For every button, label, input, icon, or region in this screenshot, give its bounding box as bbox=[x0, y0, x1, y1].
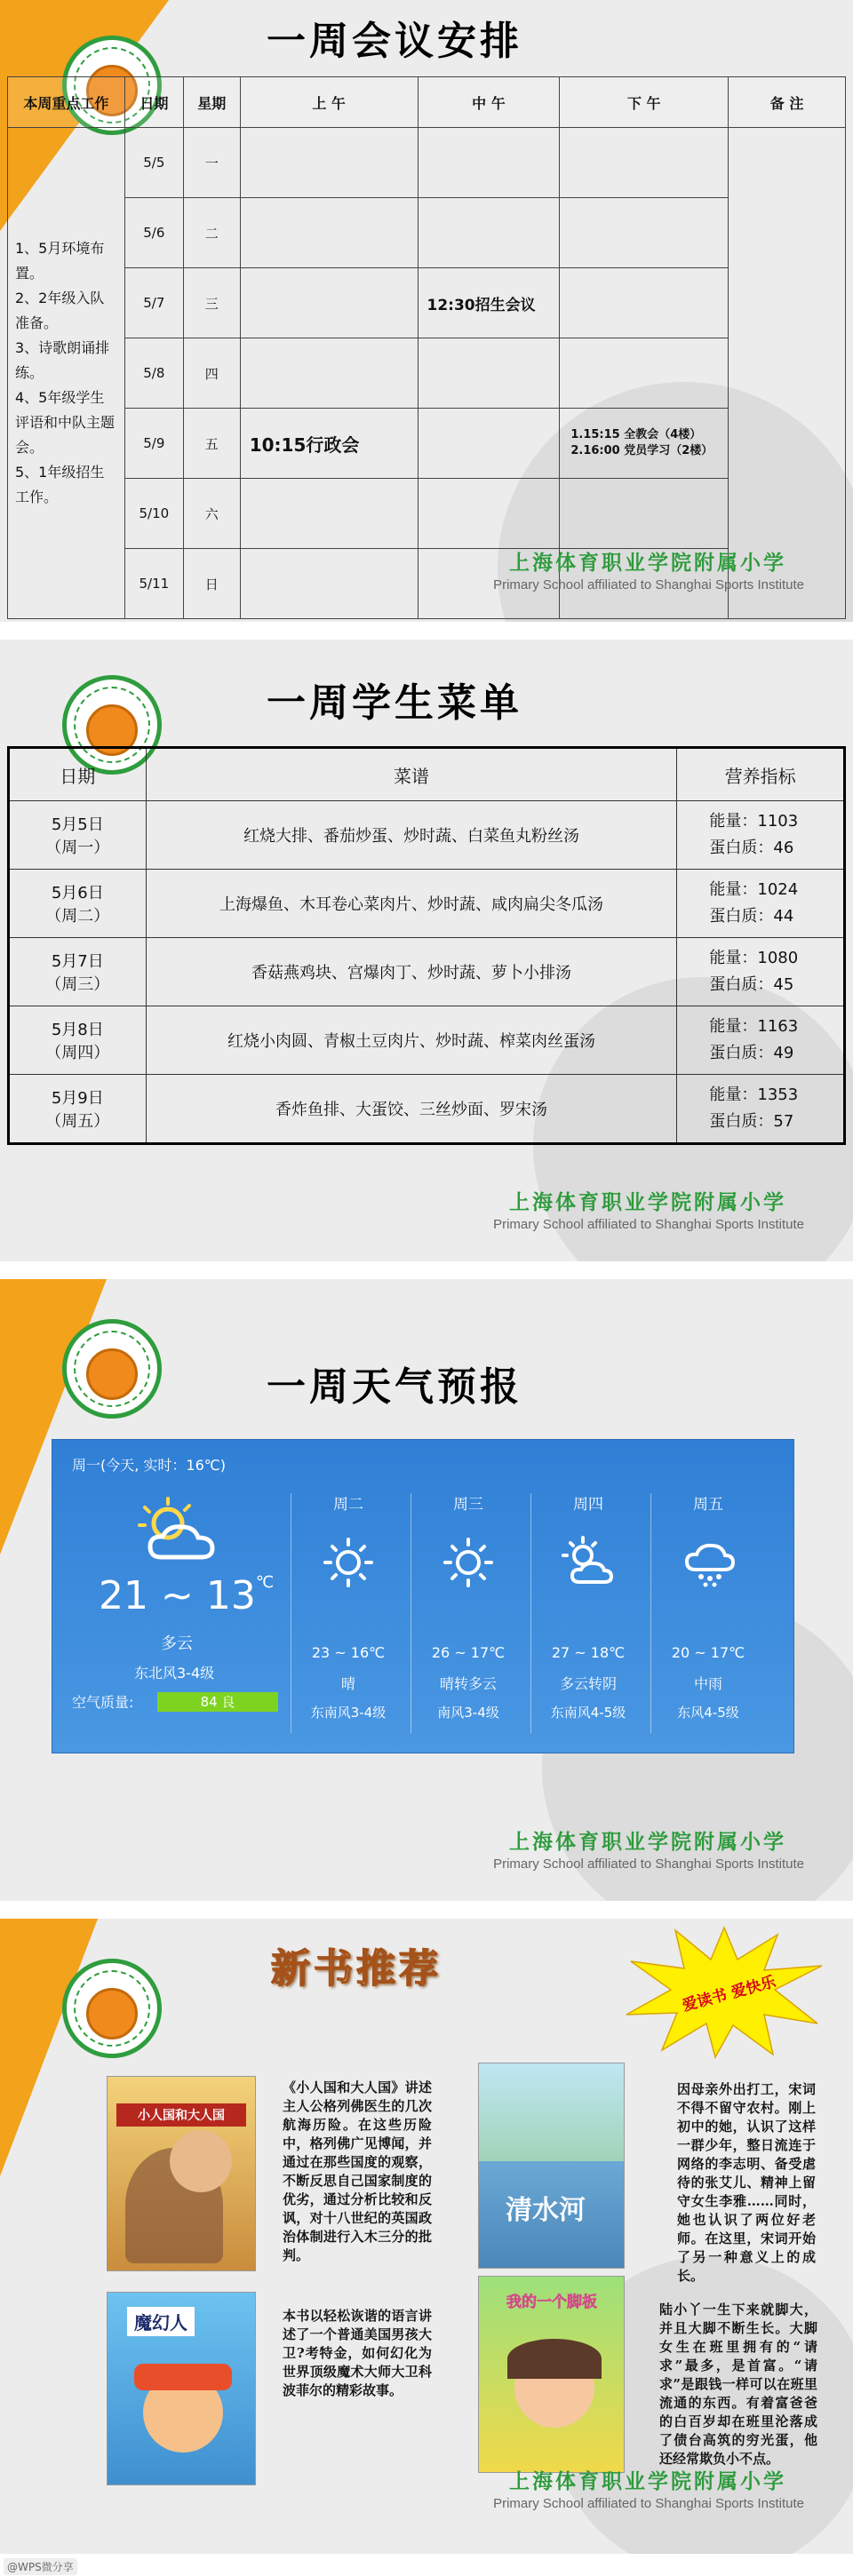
energy: 能量：1024 bbox=[709, 880, 799, 899]
cloudy-sun-icon bbox=[562, 1536, 615, 1589]
am-cell bbox=[240, 549, 418, 619]
header-focus: 本周重点工作 bbox=[8, 77, 125, 128]
table-row bbox=[9, 801, 845, 870]
header-noon: 中 午 bbox=[418, 77, 560, 128]
school-name-cn: 上海体育职业学院附属小学 bbox=[509, 551, 786, 575]
today-wind: 东北风3-4级 bbox=[134, 1665, 215, 1682]
date-cell bbox=[9, 870, 147, 938]
school-name-cn: 上海体育职业学院附属小学 bbox=[509, 1830, 786, 1854]
dishes-cell: 红烧小肉圆、青椒土豆肉片、炒时蔬、榨菜肉丝蛋汤 bbox=[146, 1006, 677, 1075]
school-name-cn: 上海体育职业学院附属小学 bbox=[509, 2469, 786, 2493]
menu-slide bbox=[0, 640, 853, 1261]
school-name-en: Primary School affiliated to Shanghai Sports Institute bbox=[493, 1217, 804, 1232]
book-description: 本书以轻松诙谐的语言讲述了一个普通美国男孩大卫?考特金，如何幻化为世界顶级魔术大师大卫科波菲尔的精彩故事。 bbox=[283, 2308, 432, 2398]
date-cell bbox=[9, 801, 147, 870]
pm-cell bbox=[560, 479, 729, 549]
noon-cell bbox=[418, 338, 560, 409]
weather-header: 周一(今天, 实时：16℃) bbox=[72, 1457, 226, 1474]
date-cell: 5/9 bbox=[124, 409, 183, 479]
header-am: 上 午 bbox=[240, 77, 418, 128]
date: 5月9日 bbox=[51, 1089, 104, 1108]
book-description: 《小人国和大人国》讲述主人公格列佛医生的几次航海历险。在这些历险中，格列佛广见博闻，并通过在那些国度的观察，不断反思自己国家制度的优劣，通过分析比较和反讽，对十八世纪的英国政治体制进行入木三分的批判。 bbox=[283, 2079, 432, 2263]
date-cell bbox=[9, 938, 147, 1006]
book-description: 因母亲外出打工，宋词不得不留守农村。刚上初中的她，认识了这样一群少年，整日流连于网络的李志明、备受虐待的张艾儿、精神上留守女生李雅……同时，她也认识了两位好老师。在这里，宋词开始了另一种意义上的成长。 bbox=[677, 2081, 816, 2284]
pm-cell bbox=[560, 198, 729, 268]
am-cell bbox=[240, 479, 418, 549]
weekday: （周一） bbox=[45, 839, 110, 857]
today-temp-unit: ℃ bbox=[255, 1573, 275, 1592]
focus-item: 4、5年级学生评语和中队主题会。 bbox=[15, 389, 116, 456]
today-desc: 多云 bbox=[161, 1634, 193, 1653]
meeting-slide bbox=[0, 0, 853, 622]
books-title: 新书推荐 bbox=[271, 1946, 442, 1992]
header-nutrition: 营养指标 bbox=[677, 748, 845, 801]
noon-cell bbox=[418, 479, 560, 549]
weekday: （周四） bbox=[45, 1044, 110, 1062]
table-row bbox=[8, 409, 846, 479]
pm-event-line: 2.16:00 党员学习（2楼） bbox=[570, 444, 713, 457]
day-desc: 中雨 bbox=[693, 1675, 722, 1692]
day-name: 周三 bbox=[453, 1496, 483, 1514]
day-name: 周四 bbox=[573, 1496, 603, 1514]
day-temp: 20 ~ 17℃ bbox=[671, 1644, 745, 1661]
day-desc: 晴转多云 bbox=[439, 1675, 497, 1692]
books-slide bbox=[0, 1919, 853, 2554]
table-row bbox=[9, 938, 845, 1006]
am-event: 10:15行政会 bbox=[240, 409, 418, 479]
focus-item: 3、诗歌朗诵排练。 bbox=[15, 339, 110, 381]
weekday-cell: 五 bbox=[183, 409, 240, 479]
day-name: 周五 bbox=[693, 1496, 723, 1514]
weekday: （周五） bbox=[45, 1112, 110, 1131]
weather-slide bbox=[0, 1279, 853, 1901]
book-description: 陆小丫一生下来就脚大，并且大脚不断生长。大脚女生在班里拥有的“请求”最多，是首富。“请求”是跟钱一样可以在班里流通的东西。有着富爸爸的白百岁却在班里沦落成了债台高筑的穷光蛋，他还经常欺负小不点。 bbox=[659, 2302, 817, 2467]
noon-cell bbox=[418, 128, 560, 198]
am-cell bbox=[240, 198, 418, 268]
header-notes: 备 注 bbox=[729, 77, 846, 128]
pm-cell bbox=[560, 338, 729, 409]
meeting-header-row bbox=[8, 77, 846, 128]
weekday-cell: 六 bbox=[183, 479, 240, 549]
notes-cell bbox=[729, 128, 846, 619]
meeting-table bbox=[7, 76, 846, 619]
date: 5月5日 bbox=[51, 815, 104, 834]
dishes-cell: 香炸鱼排、大蛋饺、三丝炒面、罗宋汤 bbox=[146, 1075, 677, 1144]
forecast-day bbox=[650, 1491, 766, 1731]
weekday: （周二） bbox=[45, 907, 110, 926]
table-row bbox=[8, 338, 846, 409]
meeting-title: 一周会议安排 bbox=[267, 19, 522, 64]
forecast-day bbox=[530, 1491, 646, 1731]
forecast-day bbox=[291, 1491, 406, 1731]
header-pm: 下 午 bbox=[560, 77, 729, 128]
date-cell: 5/5 bbox=[124, 128, 183, 198]
nutrition-cell bbox=[677, 801, 845, 870]
table-row bbox=[9, 1006, 845, 1075]
today-temp bbox=[99, 1573, 274, 1618]
day-temp: 27 ~ 18℃ bbox=[551, 1644, 626, 1661]
weekday-cell: 一 bbox=[183, 128, 240, 198]
day-desc: 晴 bbox=[340, 1675, 355, 1692]
dishes-cell: 上海爆鱼、木耳卷心菜肉片、炒时蔬、咸肉扁尖冬瓜汤 bbox=[146, 870, 677, 938]
focus-item: 1、5月环境布置。 bbox=[15, 240, 105, 282]
watermark: @WPS微分享 bbox=[4, 2558, 77, 2575]
cover-title: 小人国和大人国 bbox=[116, 2103, 246, 2127]
school-name-en: Primary School affiliated to Shanghai Sports Institute bbox=[493, 1856, 804, 1872]
weather-panel bbox=[52, 1439, 794, 1753]
noon-cell bbox=[418, 409, 560, 479]
table-row bbox=[8, 268, 846, 338]
date-cell: 5/11 bbox=[124, 549, 183, 619]
header-date: 日期 bbox=[9, 748, 147, 801]
weekday-cell: 日 bbox=[183, 549, 240, 619]
today-temp-value: 21 ~ 13 bbox=[99, 1573, 256, 1618]
weekly-focus-cell bbox=[8, 128, 125, 619]
focus-item: 2、2年级入队准备。 bbox=[15, 290, 105, 331]
book-cover bbox=[478, 2063, 625, 2269]
book-cover bbox=[478, 2276, 625, 2473]
day-temp: 26 ~ 17℃ bbox=[431, 1644, 506, 1661]
cover-title: 清水河 bbox=[506, 2195, 586, 2226]
sun-icon bbox=[442, 1536, 495, 1589]
aq-badge: 84 良 bbox=[157, 1692, 278, 1712]
weekday-cell: 三 bbox=[183, 268, 240, 338]
date: 5月6日 bbox=[51, 884, 104, 902]
energy: 能量：1353 bbox=[709, 1085, 799, 1104]
day-wind: 东风4-5级 bbox=[677, 1705, 739, 1721]
cloudy-sun-icon bbox=[131, 1495, 228, 1566]
protein: 蛋白质：49 bbox=[709, 1044, 794, 1062]
date-cell: 5/10 bbox=[124, 479, 183, 549]
rain-icon bbox=[682, 1536, 735, 1589]
weather-title: 一周天气预报 bbox=[267, 1364, 522, 1410]
burst-star-badge bbox=[622, 1926, 826, 2059]
school-name-en: Primary School affiliated to Shanghai Sports Institute bbox=[493, 2496, 804, 2511]
weekday-cell: 四 bbox=[183, 338, 240, 409]
date-cell: 5/6 bbox=[124, 198, 183, 268]
book-cover bbox=[107, 2076, 256, 2271]
cover-title: 我的一个脚板 bbox=[506, 2294, 597, 2311]
date-cell: 5/8 bbox=[124, 338, 183, 409]
date-cell: 5/7 bbox=[124, 268, 183, 338]
pm-cell bbox=[560, 268, 729, 338]
school-logo bbox=[62, 1319, 162, 1419]
date: 5月7日 bbox=[51, 952, 104, 971]
header-weekday: 星期 bbox=[183, 77, 240, 128]
energy: 能量：1163 bbox=[709, 1017, 799, 1036]
energy: 能量：1080 bbox=[709, 949, 799, 967]
header-date: 日期 bbox=[124, 77, 183, 128]
day-wind: 东南风3-4级 bbox=[310, 1705, 387, 1721]
dishes-cell: 香菇燕鸡块、宫爆肉丁、炒时蔬、萝卜小排汤 bbox=[146, 938, 677, 1006]
noon-cell bbox=[418, 198, 560, 268]
date-cell bbox=[9, 1006, 147, 1075]
burst-text: 爱读书 爱快乐 bbox=[680, 1973, 778, 2015]
cover-title: 魔幻人 bbox=[127, 2307, 195, 2336]
dishes-cell: 红烧大排、番茄炒蛋、炒时蔬、白菜鱼丸粉丝汤 bbox=[146, 801, 677, 870]
sun-icon bbox=[322, 1536, 375, 1589]
nutrition-cell bbox=[677, 938, 845, 1006]
menu-table bbox=[7, 746, 846, 1145]
menu-header-row bbox=[9, 748, 845, 801]
day-name: 周二 bbox=[333, 1496, 363, 1514]
day-wind: 南风3-4级 bbox=[437, 1705, 499, 1721]
energy: 能量：1103 bbox=[709, 812, 799, 831]
protein: 蛋白质：46 bbox=[709, 839, 794, 857]
weekday-cell: 二 bbox=[183, 198, 240, 268]
table-row bbox=[8, 128, 846, 198]
date-cell bbox=[9, 1075, 147, 1144]
protein: 蛋白质：45 bbox=[709, 975, 794, 994]
school-logo bbox=[62, 1959, 162, 2058]
pm-event-line: 1.15:15 全教会（4楼） bbox=[570, 428, 702, 441]
table-row bbox=[8, 198, 846, 268]
header-dishes: 菜谱 bbox=[146, 748, 677, 801]
am-cell bbox=[240, 268, 418, 338]
pm-event bbox=[560, 409, 729, 479]
date: 5月8日 bbox=[51, 1021, 104, 1039]
protein: 蛋白质：44 bbox=[709, 907, 794, 926]
menu-title: 一周学生菜单 bbox=[267, 680, 522, 726]
day-desc: 多云转阴 bbox=[559, 1675, 617, 1692]
day-temp: 23 ~ 16℃ bbox=[311, 1644, 386, 1661]
am-cell bbox=[240, 338, 418, 409]
school-name-en: Primary School affiliated to Shanghai Sports Institute bbox=[493, 577, 804, 592]
book-cover bbox=[107, 2292, 256, 2485]
focus-item: 5、1年级招生工作。 bbox=[15, 464, 105, 505]
nutrition-cell bbox=[677, 1075, 845, 1144]
am-cell bbox=[240, 128, 418, 198]
school-name-cn: 上海体育职业学院附属小学 bbox=[509, 1190, 786, 1214]
protein: 蛋白质：57 bbox=[709, 1112, 794, 1131]
table-row bbox=[9, 870, 845, 938]
table-row bbox=[9, 1075, 845, 1144]
day-wind: 东南风4-5级 bbox=[550, 1705, 626, 1721]
table-row bbox=[8, 479, 846, 549]
nutrition-cell bbox=[677, 870, 845, 938]
noon-event: 12:30招生会议 bbox=[418, 268, 560, 338]
aq-label: 空气质量: bbox=[72, 1694, 134, 1711]
pm-cell bbox=[560, 128, 729, 198]
nutrition-cell bbox=[677, 1006, 845, 1075]
forecast-day bbox=[411, 1491, 526, 1731]
weekday: （周三） bbox=[45, 975, 110, 994]
